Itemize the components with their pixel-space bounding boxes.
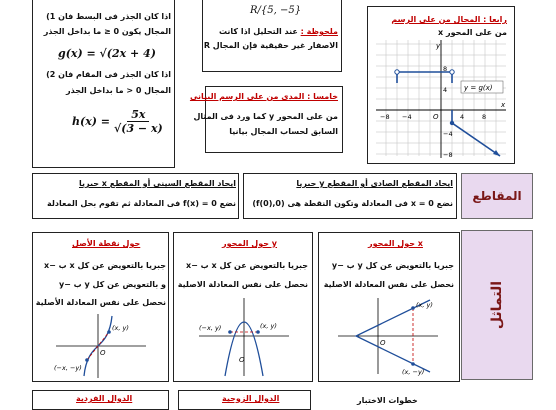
sym-x-line2: نحصل على نفس المعادلة الاصلية	[323, 280, 454, 289]
sym-y-line1: جبريا بالتعويض عن كل x ب −x	[186, 261, 308, 270]
domain-graph	[376, 40, 510, 160]
formula-g: g(x) = √(2x + 4)	[58, 47, 156, 60]
sym-y-title: حول المحور y	[222, 239, 278, 248]
tick-x-8: 8	[482, 113, 487, 121]
odd-label: الدوال الفردية	[76, 394, 133, 403]
x-intercept-title: ايجاد المقطع السينى أو المقطع x جبريا	[78, 179, 236, 188]
domain-roots-box	[32, 0, 175, 168]
sym-y-pt-right: (x, y)	[260, 322, 277, 330]
open-point-left	[395, 70, 399, 74]
graph-title-2: من على المحور x	[438, 28, 507, 37]
sym-origin-origin: O	[100, 349, 106, 357]
tick-y-neg8: −8	[443, 151, 453, 159]
even-label: الدوال الزوجية	[222, 394, 280, 403]
y-axis-label: y	[436, 42, 441, 50]
y-intercept-title: ايجاد المقطع الصادى أو المقطع y جبريا	[296, 179, 453, 188]
tick-x-neg8: −8	[380, 113, 390, 121]
sym-x-pt-top: (x, y)	[416, 301, 433, 309]
x-axis-label: x	[501, 101, 506, 109]
sym-origin-title: حول نقطة الأصل	[72, 239, 141, 248]
graph-label: y = g(x)	[464, 84, 493, 92]
item1-line1: اذا كان الجذر فى البسط فان 1)	[46, 12, 171, 21]
range-title: خامسا : المدى من على الرسم البيانى	[189, 92, 338, 101]
sym-origin-line3: نحصل على نفس المعادلة الأصلية	[35, 298, 166, 307]
x-intercept-text: نضع 0 = f(x) فى المعادلة ثم تقوم بحل المعادلة	[46, 199, 236, 208]
sym-x-graph	[338, 296, 443, 376]
sym-origin-pt-bot: (−x, −y)	[54, 364, 82, 372]
range-line1: من على المحور y كما ورد فى المثال	[193, 112, 338, 121]
sym-x-pt-bot: (x, −y)	[402, 368, 425, 376]
item1-line2: المجال يكون 0 ≤ ما بداخل الجذر	[43, 27, 171, 36]
tick-x-4: 4	[460, 113, 465, 121]
y-intercept-text: نضع 0 = x فى المعادلة وتكون النقطة هى (0,f(0))	[252, 199, 453, 208]
tick-y-4: 4	[443, 86, 448, 94]
sym-y-pt-left: (−x, y)	[199, 324, 222, 332]
tick-x-neg4: −4	[402, 113, 412, 121]
graph-title-1: رابعا : المجال من على الرسم	[391, 15, 507, 24]
note-line2: الاصفار غير حقيقية فإن المجال R	[203, 41, 338, 50]
formula-h: h(x) = $\frac{5x}{√(3 - x)}$	[72, 108, 163, 135]
tick-y-neg4: −4	[443, 130, 453, 138]
symmetry-header: التماثل	[461, 230, 533, 380]
sym-origin-graph	[52, 312, 150, 380]
sym-x-title: حول المحور x	[368, 239, 423, 248]
range-line2: السابق لحساب المجال بيانيا	[229, 127, 338, 136]
sym-origin-line1: جبريا بالتعويض عن كل x ب −x	[44, 261, 166, 270]
open-point-right	[450, 70, 454, 74]
sym-origin-pt-top: (x, y)	[112, 324, 129, 332]
item2-line1: اذا كان الجذر فى المقام فان 2)	[46, 70, 171, 79]
sym-x-origin: O	[380, 339, 386, 347]
sym-origin-line2: و بالتعويض عن كل y ب −y	[58, 280, 166, 289]
note-line1: ملحوظة : عند التحليل اذا كانت	[218, 27, 338, 36]
tick-y-8: 8	[443, 65, 448, 73]
intercepts-header: المقاطع	[461, 173, 533, 219]
sym-y-origin: O	[239, 356, 245, 364]
closed-point	[450, 121, 454, 125]
graph-arrow	[493, 150, 500, 156]
sym-y-graph	[197, 296, 292, 378]
sym-x-line1: جبريا بالتعويض عن كل y ب −y	[331, 261, 454, 270]
item2-line2: المجال 0 < ما بداخل الجذر	[66, 86, 171, 95]
tick-origin: O	[433, 113, 439, 121]
sym-y-line2: نحصل على نفس المعادلة الاصلية	[177, 280, 308, 289]
steps-label: خطوات الاختبار	[357, 396, 418, 405]
domain-set: R/{5, −5}	[250, 5, 302, 16]
